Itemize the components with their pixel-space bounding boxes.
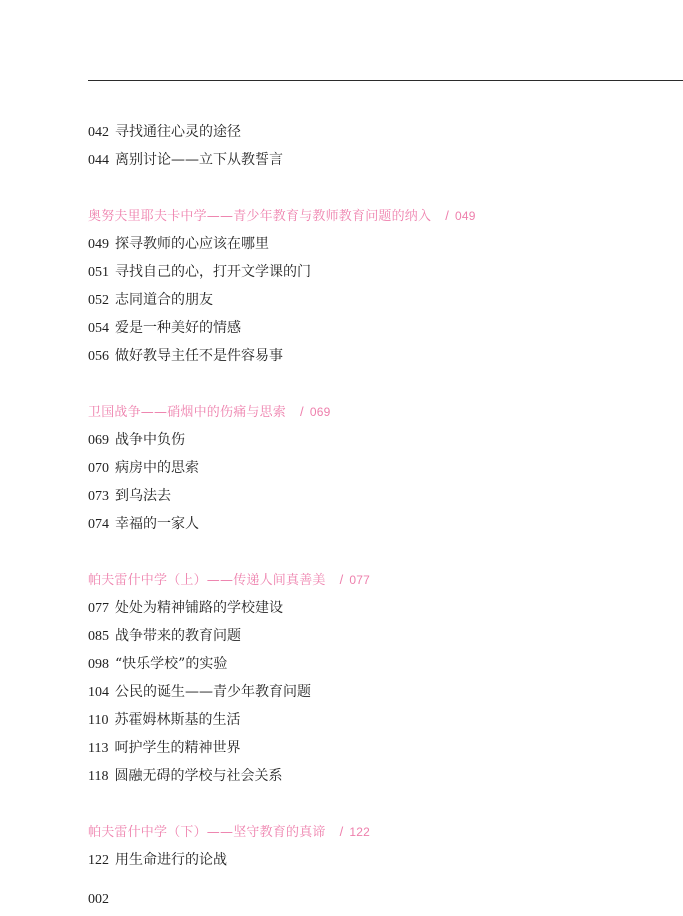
section-heading[interactable]: [88, 570, 370, 591]
toc-entry-title: “快乐学校”的实验: [115, 656, 228, 672]
toc-entry-title: 寻找自己的心，打开文学课的门: [115, 264, 311, 280]
toc-entry-title: 探寻教师的心应该在哪里: [115, 236, 269, 252]
toc-entry-title: 做好教导主任不是件容易事: [115, 348, 283, 364]
section-heading-slash: /: [339, 824, 344, 839]
toc-entry[interactable]: [88, 598, 283, 619]
toc-entry-page: 104: [88, 685, 109, 700]
toc-entry[interactable]: [88, 766, 282, 787]
toc-entry[interactable]: [88, 710, 240, 731]
section-heading-slash: /: [445, 208, 450, 223]
toc-entry-title: 到乌法去: [115, 488, 171, 504]
section-heading-slash: /: [300, 404, 304, 419]
section-heading-page: 122: [349, 825, 371, 839]
toc-entry-title: 爱是一种美好的情感: [115, 320, 241, 336]
page-number: 002: [88, 892, 109, 907]
toc-entry-page: 052: [88, 293, 109, 308]
section-heading[interactable]: [88, 206, 476, 227]
toc-entry-title: 处处为精神铺路的学校建设: [115, 600, 283, 616]
toc-entry-title: 志同道合的朋友: [115, 292, 213, 308]
section-heading-page: 049: [455, 209, 476, 223]
toc-entry-title: 圆融无碍的学校与社会关系: [114, 768, 283, 784]
toc-entry-page: 113: [88, 741, 109, 756]
toc-entry[interactable]: [88, 346, 283, 367]
toc-entry-page: 073: [88, 489, 109, 504]
section-heading-title: 帕夫雷什中学（上）——传递人间真善美: [88, 573, 326, 588]
toc-entry-page: 118: [88, 769, 109, 784]
toc-entry-title: 用生命进行的论战: [115, 852, 227, 868]
toc-entry[interactable]: [88, 486, 171, 507]
toc-entry[interactable]: [88, 122, 241, 143]
toc-entry-page: 044: [88, 153, 109, 168]
toc-entry-title: 呵护学生的精神世界: [114, 740, 241, 756]
toc-entry-page: 085: [88, 629, 109, 644]
toc-entry[interactable]: [88, 290, 213, 311]
toc-entry-title: 战争中负伤: [115, 432, 185, 448]
section-heading-title: 奥努夫里耶夫卡中学——青少年教育与教师教育问题的纳入: [88, 209, 432, 224]
toc-entry[interactable]: [88, 150, 283, 171]
toc-entry[interactable]: [88, 738, 240, 759]
top-rule: [88, 80, 683, 81]
toc-entry-title: 病房中的思索: [115, 460, 199, 476]
toc-entry-title: 公民的诞生——青少年教育问题: [115, 684, 311, 700]
toc-entry-page: 077: [88, 601, 109, 616]
toc-entry-title: 寻找通往心灵的途径: [115, 124, 241, 140]
toc-entry[interactable]: [88, 514, 199, 535]
toc-entry[interactable]: [88, 654, 227, 675]
toc-entry[interactable]: [88, 234, 269, 255]
section-heading-page: 069: [309, 405, 331, 419]
toc-entry[interactable]: [88, 626, 241, 647]
toc-entry[interactable]: [88, 262, 311, 283]
section-heading[interactable]: [88, 822, 370, 843]
toc-entry-title: 苏霍姆林斯基的生活: [114, 712, 241, 728]
section-heading-slash: /: [339, 572, 344, 587]
section-heading-title: 卫国战争——硝烟中的伤痛与思索: [88, 405, 287, 420]
section-heading[interactable]: [88, 402, 330, 423]
toc-entry-page: 054: [88, 321, 109, 336]
toc-entry-title: 幸福的一家人: [115, 516, 199, 532]
toc-entry[interactable]: [88, 430, 185, 451]
toc-entry-page: 051: [88, 265, 109, 280]
toc-entry-title: 战争带来的教育问题: [115, 628, 241, 644]
toc-entry-page: 074: [88, 517, 109, 532]
toc-entry-page: 070: [88, 461, 109, 476]
section-heading-page: 077: [349, 573, 371, 587]
toc-entry[interactable]: [88, 458, 199, 479]
toc-entry-page: 049: [88, 237, 109, 252]
toc-entry-page: 056: [88, 349, 109, 364]
toc-entry[interactable]: [88, 850, 227, 871]
toc-entry[interactable]: [88, 682, 311, 703]
toc-entry-page: 110: [88, 713, 109, 728]
toc-entry-page: 069: [88, 433, 109, 448]
toc-entry-page: 122: [88, 853, 109, 868]
toc-entry[interactable]: [88, 318, 241, 339]
section-heading-title: 帕夫雷什中学（下）——坚守教育的真谛: [88, 825, 326, 840]
toc-entry-title: 离别讨论——立下从教誓言: [115, 152, 283, 168]
toc-entry-page: 042: [88, 125, 109, 140]
toc-entry-page: 098: [88, 657, 109, 672]
